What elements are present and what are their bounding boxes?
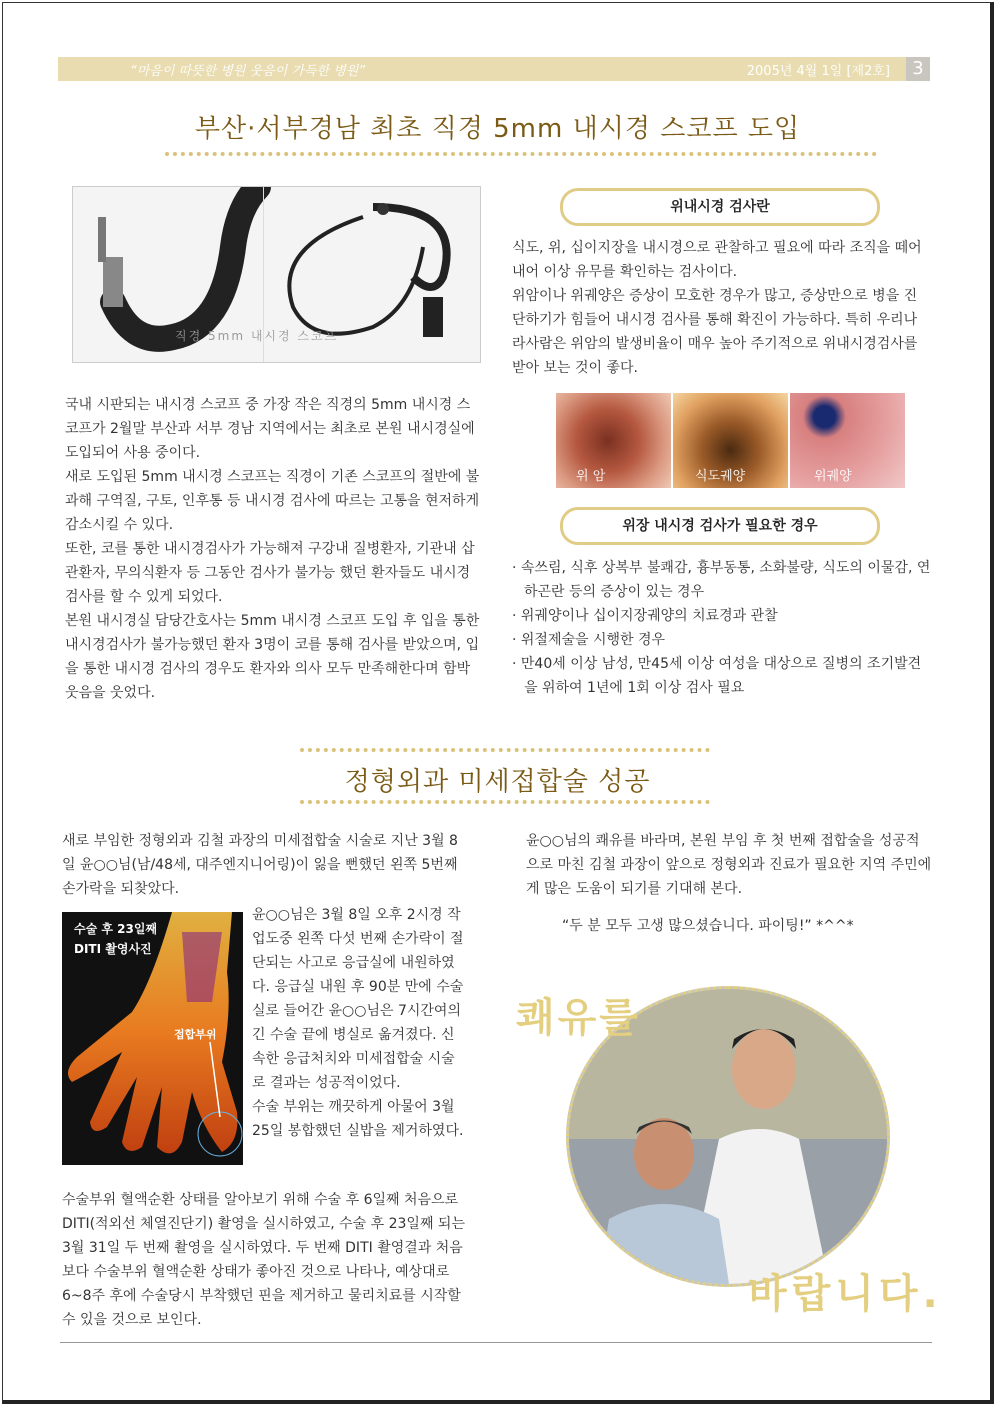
article2-quote: “두 분 모두 고생 많으셨습니다. 파이팅!” *^^* — [562, 918, 854, 934]
photo-label-days: 수술 후 23일째 — [74, 922, 158, 936]
article2-intro: 새로 부임한 정형외과 김철 과장의 미세접합술 시술로 지난 3월 8일 윤○○님(남/48세, 대주엔지니어링)이 잃을 뻔했던 왼쪽 5번째 손가락을 되찾았다. — [62, 833, 458, 897]
endo-image-cancer — [556, 393, 671, 488]
title2-overline — [300, 748, 710, 752]
article1-paragraph: 또한, 코를 통한 내시경검사가 가능해져 구강내 질병환자, 기관내 삽관환자, 무의식환자 등 그동안 검사가 불가능 했던 환자들도 내시경검사를 할 수 있게 되었다. — [65, 541, 475, 605]
needs-item: · 만40세 이상 남성, 만45세 이상 여성을 대상으로 질병의 조기발견을 위하여 1년에 1회 이상 검사 필요 — [512, 656, 922, 696]
decoration-text-top: 쾌유를 — [516, 995, 641, 1041]
photo-caption: 직경 5mm 내시경 스코프 — [175, 329, 339, 343]
thermal-hand-photo — [62, 912, 243, 1165]
title2-underline — [300, 800, 710, 804]
article2-right-text: 윤○○님의 쾌유를 바라며, 본원 부임 후 첫 번째 접합술을 성공적으로 마친 김철 과장이 앞으로 정형외과 진료가 필요한 지역 주민에게 많은 도움이 되기를 기대해 본다. — [526, 833, 932, 897]
article2-paragraph: 윤○○님은 3월 8일 오후 2시경 작업도중 왼쪽 다섯 번째 손가락이 절단되는 사고로 응급실에 내원하였다. 응급실 내원 후 90분 만에 수술실로 들어간 윤○○님은 7시간여의 긴 수술 끝에 병실로 옮겨졌다. 신속한 응급처치와 미세접합술 시술로 결과는 성공적이었다. — [252, 907, 464, 1091]
photo-label-diti: DITI 촬영사진 — [74, 942, 152, 956]
needs-item: · 위절제술을 시행한 경우 — [512, 632, 666, 648]
decoration-text-bottom: 바랍니다. — [748, 1271, 943, 1317]
page-header — [58, 57, 930, 81]
endo-image-gastric-ulcer — [790, 393, 905, 488]
endo-label: 위 암 — [576, 469, 606, 484]
sidebar-paragraph: 위암이나 위궤양은 증상이 모호한 경우가 많고, 증상만으로 병을 진단하기가 힘들어 내시경 검사를 통해 확진이 가능하다. 특히 우리나라사람은 위암의 발생비율이 매우 높아 주기적으로 위내시경검사를 받아 보는 것이 좋다. — [512, 288, 918, 376]
needs-item: · 위궤양이나 십이지장궤양의 치료경과 관찰 — [512, 608, 778, 624]
article2-title: 정형외과 미세접합술 성공 — [344, 767, 651, 797]
sidebar-title-pill: 위내시경 검사란 — [560, 188, 880, 226]
needs-title-pill: 위장 내시경 검사가 필요한 경우 — [560, 507, 880, 545]
header-slogan: “마음이 따뜻한 병원 웃음이 가득한 병원” — [130, 64, 366, 79]
endo-label: 위궤양 — [814, 469, 852, 484]
issue-date: 2005년 4월 1일 [제2호] — [746, 64, 890, 79]
article1-title: 부산·서부경남 최초 직경 5mm 내시경 스코프 도입 — [194, 114, 801, 144]
footer-line — [60, 1342, 932, 1343]
endo-image-esophageal-ulcer — [673, 393, 788, 488]
article2-continued: 수술부위 혈액순환 상태를 알아보기 위해 수술 후 6일째 처음으로 DITI(적외선 체열진단기) 촬영을 실시하였고, 수술 후 23일째 되는 3월 31일 두 번째 촬영을 실시하였다. 두 번째 DITI 촬영결과 처음보다 수술부위 혈액순환 상태가 좋아진 것으로 나타나, 예상대로 6~8주 후에 수술당시 부착했던 핀을 제거하고 물리치료를 시작할 수 있을 것으로 보인다. — [62, 1192, 465, 1328]
sidebar-body — [512, 236, 930, 380]
article1-paragraph: 국내 시판되는 내시경 스코프 중 가장 작은 직경의 5mm 내시경 스코프가 2월말 부산과 서부 경남 지역에서는 최초로 본원 내시경실에 도입되어 사용 중이다. — [65, 397, 475, 461]
article2-paragraph: 수술 부위는 깨끗하게 아물어 3월 25일 봉합했던 실밥을 제거하였다. — [252, 1099, 464, 1139]
article1-body — [65, 393, 483, 705]
title-underline — [165, 152, 877, 156]
endo-label: 식도궤양 — [695, 469, 746, 484]
article1-paragraph: 새로 도입된 5mm 내시경 스코프는 직경이 기존 스코프의 절반에 불과해 구역질, 구토, 인후통 등 내시경 검사에 따르는 고통을 현저하게 감소시킬 수 있다. — [65, 469, 480, 533]
endoscope-photo — [72, 186, 481, 363]
photo-label-site: 접합부위 — [174, 1028, 217, 1041]
article2-side-text — [252, 903, 468, 1143]
article1-paragraph: 본원 내시경실 담당간호사는 5mm 내시경 스코프 도입 후 입을 통한 내시경검사가 불가능했던 환자 3명이 코를 통해 검사를 받았으며, 입을 통한 내시경 검사의 경우도 환자와 의사 모두 만족해한다며 함박웃음을 웃었다. — [65, 613, 480, 701]
page-number: 3 — [906, 57, 930, 81]
needs-list — [512, 556, 932, 700]
needs-item: · 속쓰림, 식후 상복부 불쾌감, 흉부동통, 소화불량, 식도의 이물감, 연하곤란 등의 증상이 있는 경우 — [512, 560, 931, 600]
sidebar-paragraph: 식도, 위, 십이지장을 내시경으로 관찰하고 필요에 따라 조직을 떼어내어 이상 유무를 확인하는 검사이다. — [512, 240, 922, 280]
